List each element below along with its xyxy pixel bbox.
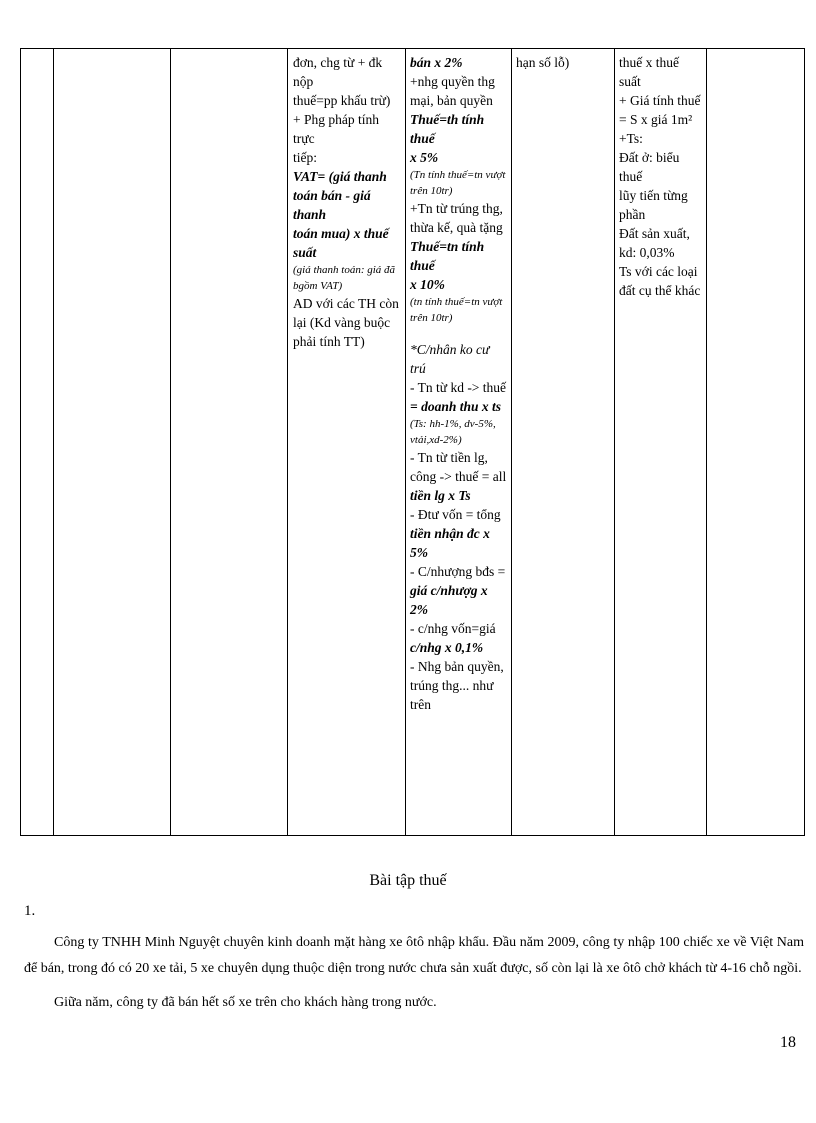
cell-line: đơn, chg từ + đk nộp [293,55,383,89]
cell-line: trúng thg... như [410,678,494,693]
cell-line: - Tn từ tiền lg, [410,450,488,465]
cell-line: (giá thanh toán: giá đã [293,264,396,276]
cell-line: Đất ở: biểu thuế [619,150,680,184]
cell-line: (Ts: hh-1%, dv-5%, [410,418,496,430]
cell-line: vtải,xd-2%) [410,434,462,446]
cell-line: *C/nhân ko cư trú [410,342,490,376]
cell-line: - Đtư vốn = tổng [410,507,501,522]
cell-line: thuế=pp khấu trừ) [293,93,391,108]
cell-line: +Ts: [619,131,643,146]
cell-line: mại, bản quyền [410,93,493,108]
table-cell-col8 [707,49,805,836]
cell-line: giá c/nhượg x 2% [410,583,488,617]
cell-line [410,326,507,340]
cell-line: lại (Kd vàng buộc [293,315,391,330]
cell-line: bán x 2% [410,55,463,70]
cell-line: phần [619,207,646,222]
cell-line: + Phg pháp tính trực [293,112,379,146]
cell-line: tiền lg x Ts [410,488,471,503]
cell-line: (Tn tính thuế=tn vượt [410,169,506,181]
cell-line: trên 10tr) [410,312,453,324]
cell-line: x 5% [410,150,439,165]
cell-line: - Nhg bản quyền, [410,659,504,674]
cell-line: Thuế=th tính thuế [410,112,485,146]
page-number: 18 [780,1034,796,1051]
table-cell-col1 [21,49,54,836]
cell-line: thuế x thuế suất [619,55,679,89]
table-cell-col2 [54,49,171,836]
exercise-paragraph-2: Giữa năm, công ty đã bán hết số xe trên cho khách hàng trong nước. [54,995,437,1010]
cell-line: phải tính TT) [293,334,365,349]
cell-line: - Tn từ kd -> thuế [410,380,507,395]
table-cell-col3 [171,49,288,836]
cell-line: hạn số lỗ) [516,55,570,70]
cell-line: trên 10tr) [410,185,453,197]
cell-line: c/nhg x 0,1% [410,640,484,655]
cell-line: Đất sản xuất, [619,226,690,241]
table-cell-col4 [288,49,406,836]
table-row [21,49,805,836]
cell-line: tiếp: [293,150,317,165]
cell-line: - C/nhượng bđs = [410,564,506,579]
cell-line: trên [410,697,431,712]
table-cell-col6 [512,49,615,836]
tax-table [20,48,805,836]
cell-line: Ts với các loại [619,264,698,279]
cell-line: +nhg quyền thg [410,74,495,89]
cell-line: lũy tiến từng [619,188,688,203]
cell-line: toán mua) x thuế [293,226,389,241]
table-cell-col5 [406,49,512,836]
exercise-paragraph-1: Công ty TNHH Minh Nguyệt chuyên kinh doanh mặt hàng xe ôtô nhập khẩu. Đầu năm 2009, công ty nhập 100 chiếc xe về Việt Nam để bán, trong đó có 20 xe tải, 5 xe chuyên dụng thuộc diện trong nước chưa sản xuất được, số còn lại là xe ôtô chở khách từ 4-16 chỗ ngồi. [24,935,804,976]
cell-line: tiền nhận đc x 5% [410,526,490,560]
cell-line: = S x giá 1m² [619,112,693,127]
cell-line: = doanh thu x ts [410,399,501,414]
cell-line: suất [293,245,317,260]
cell-line: VAT= (giá thanh [293,169,387,184]
cell-line: + Giá tính thuế [619,93,701,108]
cell-line: toán bán - giá thanh [293,188,371,222]
cell-line: bgồm VAT) [293,280,343,292]
cell-line: (tn tính thuế=tn vượt [410,296,503,308]
cell-line: công -> thuế = all [410,469,507,484]
cell-line: Thuế=tn tính thuế [410,239,485,273]
cell-line: x 10% [410,277,445,292]
cell-line: AD với các TH còn [293,296,399,311]
exercise-number: 1. [24,903,36,919]
cell-line: kd: 0,03% [619,245,675,260]
cell-line: +Tn từ trúng thg, [410,201,503,216]
cell-line: - c/nhg vốn=giá [410,621,496,636]
cell-line: thừa kế, quà tặng [410,220,503,235]
exercise-title: Bài tập thuế [369,872,447,889]
cell-line: đất cụ thể khác [619,283,701,298]
table-cell-col7 [615,49,707,836]
